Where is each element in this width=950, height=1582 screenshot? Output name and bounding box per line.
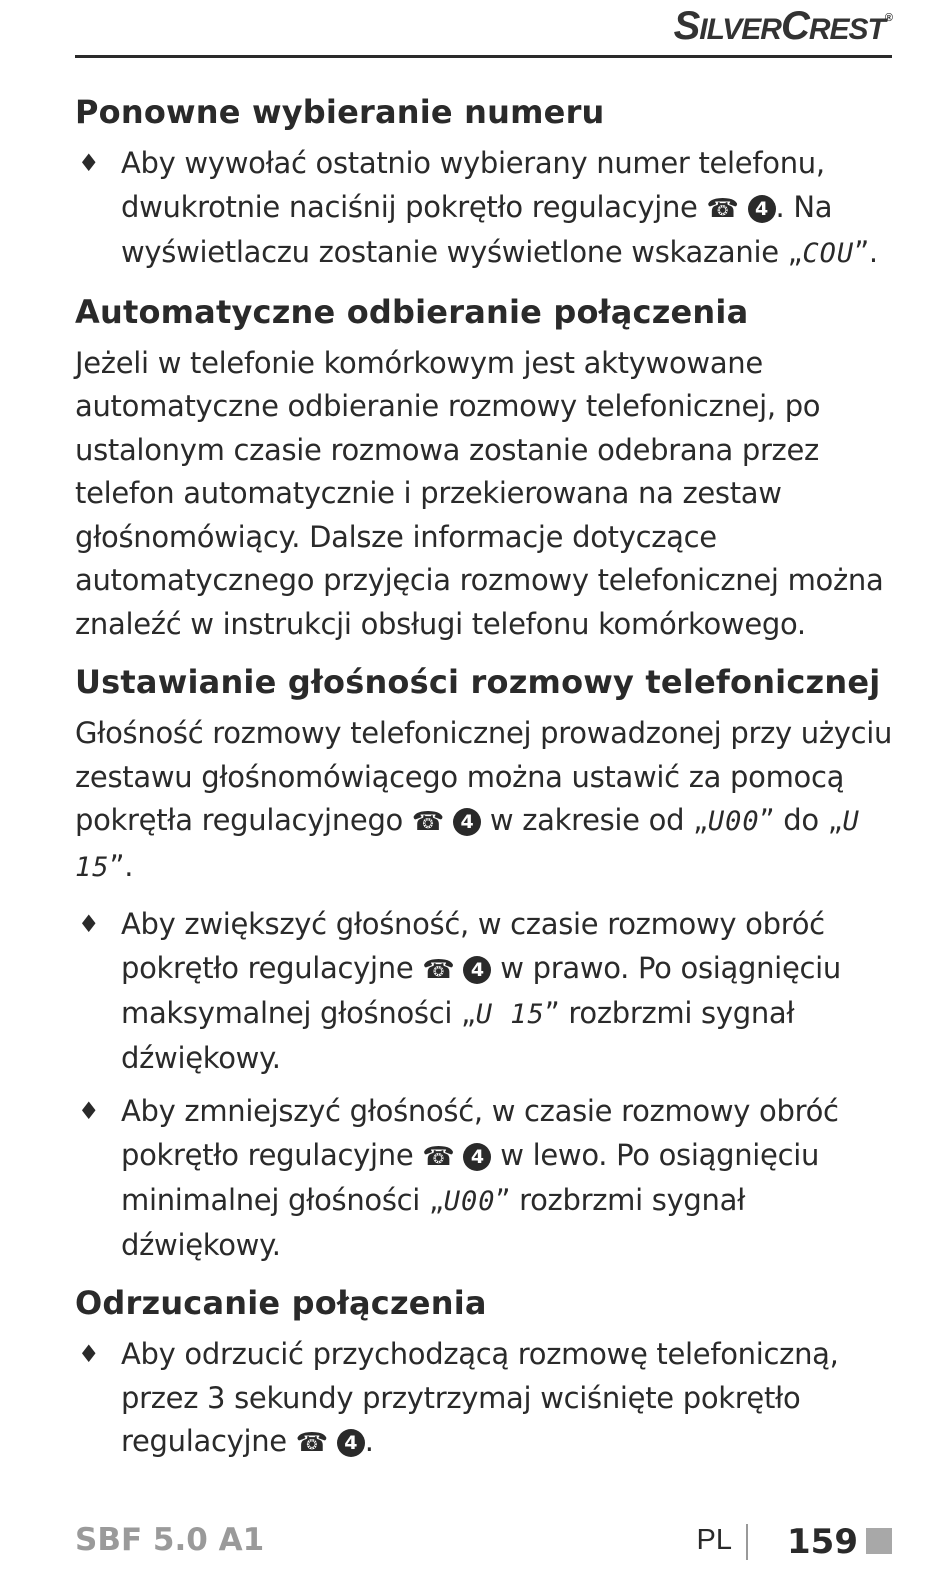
bullet-volume-down: ♦ Aby zmniejszyć głośność, w czasie rozmowy obróć pokrętło regulacyjne ☎ 4 w lewo. Po osiągnięciu minimalnej głośności „U00” rozbrzmi sygnał dźwiękowy.	[75, 1090, 895, 1267]
page-number: 159	[787, 1522, 858, 1562]
control-number-badge: 4	[337, 1429, 365, 1457]
bullet-redial: ♦ Aby wywołać ostatnio wybierany numer telefonu, dwukrotnie naciśnij pokrętło regulacyjne ☎ 4 . Na wyświetlaczu zostanie wyświetlone wskazanie „COU”.	[75, 142, 895, 276]
bullet-icon: ♦	[78, 1340, 100, 1368]
language-code: PL	[696, 1524, 732, 1556]
control-number-badge: 4	[463, 1143, 491, 1171]
bullet-icon: ♦	[78, 149, 100, 177]
lcd-indicator: U00	[443, 1186, 496, 1217]
phone-icon: ☎	[295, 1428, 328, 1458]
control-number-badge: 4	[748, 195, 776, 223]
section-title-reject: Odrzucanie połączenia	[75, 1284, 487, 1322]
section-title-volume: Ustawianie głośności rozmowy telefonicznej	[75, 663, 881, 701]
lcd-indicator: COU	[802, 238, 855, 269]
lcd-indicator: U 15	[75, 806, 860, 883]
page-footer	[75, 1522, 892, 1562]
phone-icon: ☎	[411, 807, 445, 837]
header-rule	[75, 55, 892, 58]
lcd-indicator: U00	[707, 806, 760, 837]
manual-content	[75, 90, 895, 1476]
page-marker-square	[866, 1528, 892, 1554]
bullet-reject: ♦ Aby odrzucić przychodzącą rozmowę telefoniczną, przez 3 sekundy przytrzymaj wciśnięte pokrętło regulacyjne ☎ 4 .	[75, 1333, 895, 1466]
section-title-redial: Ponowne wybieranie numeru	[75, 93, 605, 131]
paragraph-auto-answer: Jeżeli w telefonie komórkowym jest aktywowane automatyczne odbieranie rozmowy telefonicznej, po ustalonym czasie rozmowa zostanie odebrana przez telefon automatycznie i przekierowana na zestaw głośnomówiący. Dalsze informacje dotyczące automatycznego przyjęcia rozmowy telefonicznej można znaleźć w instrukcji obsługi telefonu komórkowego.	[75, 345, 884, 641]
control-number-badge: 4	[453, 808, 481, 836]
control-number-badge: 4	[463, 956, 491, 984]
section-title-auto-answer: Automatyczne odbieranie połączenia	[75, 292, 749, 331]
footer-divider	[746, 1524, 748, 1560]
brand-logo: SILVERCREST®	[673, 4, 892, 48]
lcd-indicator: U 15	[475, 999, 545, 1030]
bullet-icon: ♦	[78, 1097, 100, 1125]
phone-icon: ☎	[706, 193, 739, 224]
paragraph-volume: Głośność rozmowy telefonicznej prowadzonej przy użyciu zestawu głośnomówiącego można ustawić za pomocą pokrętła regulacyjnego ☎ 4 w zakresie od „U00” do „U 15”.	[75, 716, 893, 883]
phone-icon: ☎	[422, 1141, 455, 1172]
phone-icon: ☎	[422, 954, 455, 985]
bullet-volume-up: ♦ Aby zwiększyć głośność, w czasie rozmowy obróć pokrętło regulacyjne ☎ 4 w prawo. Po osiągnięciu maksymalnej głośności „U 15” rozbrzmi sygnał dźwiękowy.	[75, 903, 895, 1080]
model-number: SBF 5.0 A1	[75, 1522, 265, 1558]
bullet-icon: ♦	[78, 910, 100, 938]
